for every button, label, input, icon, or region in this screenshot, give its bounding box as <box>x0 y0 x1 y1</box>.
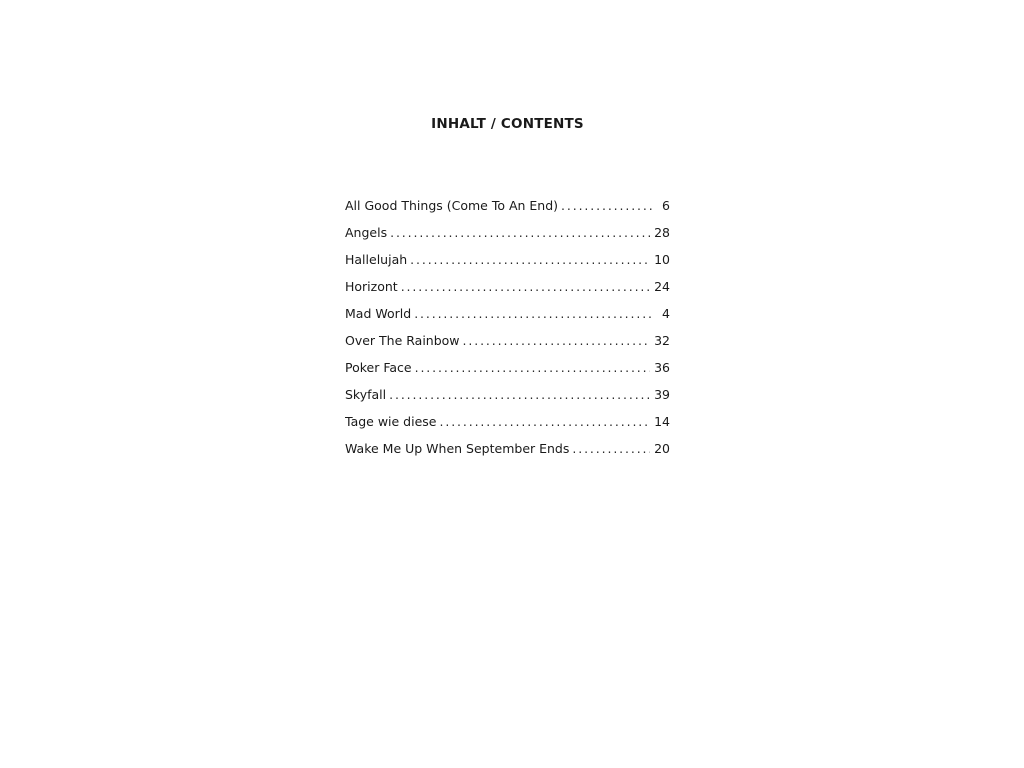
entry-title: Over The Rainbow <box>345 333 460 348</box>
entry-page-number: 39 <box>654 387 670 402</box>
entry-title: Mad World <box>345 306 412 321</box>
entry-page-number: 20 <box>654 441 670 456</box>
entry-page-number: 24 <box>654 279 670 294</box>
toc-entry[interactable] <box>345 251 670 278</box>
dot-leader <box>440 413 651 431</box>
entry-page-number: 4 <box>662 306 670 321</box>
entry-title: Hallelujah <box>345 252 408 267</box>
table-of-contents <box>345 197 670 467</box>
entry-page-number: 10 <box>654 252 670 267</box>
toc-entry[interactable] <box>345 386 670 413</box>
dot-leader <box>463 332 651 350</box>
entry-page-number: 6 <box>662 198 670 213</box>
entry-title: Poker Face <box>345 360 412 375</box>
dot-leader <box>389 386 650 404</box>
dot-leader <box>415 359 650 377</box>
dot-leader <box>561 197 652 215</box>
entry-title: Skyfall <box>345 387 387 402</box>
dot-leader <box>410 251 650 269</box>
entry-title: Tage wie diese <box>345 414 437 429</box>
toc-entry[interactable] <box>345 278 670 305</box>
toc-entry[interactable] <box>345 224 670 251</box>
entry-page-number: 32 <box>654 333 670 348</box>
toc-entry[interactable] <box>345 332 670 359</box>
entry-page-number: 36 <box>654 360 670 375</box>
toc-entry[interactable] <box>345 413 670 440</box>
dot-leader <box>390 224 650 242</box>
toc-entry[interactable] <box>345 305 670 332</box>
dot-leader <box>572 440 650 458</box>
toc-entry[interactable] <box>345 197 670 224</box>
entry-page-number: 14 <box>654 414 670 429</box>
entry-title: Angels <box>345 225 388 240</box>
dot-leader <box>414 305 652 323</box>
page-title: INHALT / CONTENTS <box>431 116 584 132</box>
entry-page-number: 28 <box>654 225 670 240</box>
entry-title: Horizont <box>345 279 398 294</box>
toc-entry[interactable] <box>345 440 670 467</box>
entry-title: Wake Me Up When September Ends <box>345 441 570 456</box>
toc-entry[interactable] <box>345 359 670 386</box>
entry-title: All Good Things (Come To An End) <box>345 198 559 213</box>
dot-leader <box>401 278 650 296</box>
